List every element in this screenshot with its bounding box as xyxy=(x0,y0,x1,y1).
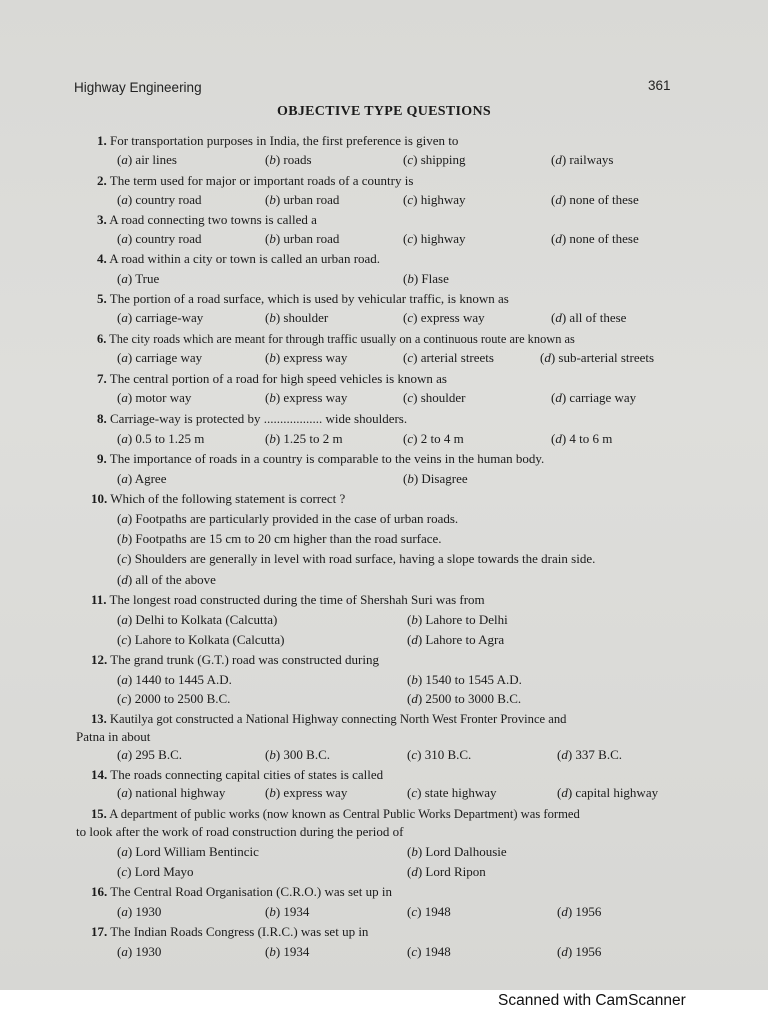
option-7d: (d) carriage way xyxy=(551,390,637,405)
question-1: 1. For transportation purposes in India, the first preference is given to xyxy=(97,133,459,148)
option-10b: (b) Footpaths are 15 cm to 20 cm higher than the road surface. xyxy=(117,531,442,546)
option-11b: (b) Lahore to Delhi xyxy=(407,612,508,627)
page-title: OBJECTIVE TYPE QUESTIONS xyxy=(277,104,491,119)
option-3a: (a) country road xyxy=(117,231,202,246)
option-16b: (b) 1934 xyxy=(265,904,310,919)
option-13c: (c) 310 B.C. xyxy=(407,747,472,762)
option-16a: (a) 1930 xyxy=(117,904,162,919)
option-5b: (b) shoulder xyxy=(265,310,329,325)
question-13-continued: Patna in about xyxy=(76,729,151,744)
option-8a: (a) 0.5 to 1.25 m xyxy=(117,431,205,446)
question-8: 8. Carriage-way is protected by .................. wide shoulders. xyxy=(97,411,408,426)
option-8b: (b) 1.25 to 2 m xyxy=(265,431,343,446)
question-13: 13. Kautilya got constructed a National Highway connecting North West Fronter Province and xyxy=(91,712,567,726)
question-7: 7. The central portion of a road for high speed vehicles is known as xyxy=(97,371,447,386)
option-9b: (b) Disagree xyxy=(403,471,468,486)
option-6a: (a) carriage way xyxy=(117,350,203,365)
option-4a: (a) True xyxy=(117,271,160,286)
option-5d: (d) all of these xyxy=(551,310,627,325)
question-9: 9. The importance of roads in a country is comparable to the veins in the human body. xyxy=(97,451,545,466)
option-14b: (b) express way xyxy=(265,785,348,800)
option-7a: (a) motor way xyxy=(117,390,192,405)
option-11c: (c) Lahore to Kolkata (Calcutta) xyxy=(117,632,285,647)
question-12: 12. The grand trunk (G.T.) road was constructed during xyxy=(91,652,379,667)
question-5: 5. The portion of a road surface, which is used by vehicular traffic, is known as xyxy=(97,291,509,306)
option-1c: (c) shipping xyxy=(403,152,466,167)
option-11a: (a) Delhi to Kolkata (Calcutta) xyxy=(117,612,278,627)
option-6c: (c) arterial streets xyxy=(403,350,494,365)
question-14: 14. The roads connecting capital cities of states is called xyxy=(91,767,384,782)
page-number: 361 xyxy=(648,78,671,93)
scanner-watermark: Scanned with CamScanner xyxy=(498,992,686,1009)
option-13d: (d) 337 B.C. xyxy=(557,747,623,762)
option-13b: (b) 300 B.C. xyxy=(265,747,331,762)
question-15-continued: to look after the work of road construction during the period of xyxy=(76,824,404,839)
option-13a: (a) 295 B.C. xyxy=(117,747,183,762)
option-15b: (b) Lord Dalhousie xyxy=(407,844,507,859)
option-2d: (d) none of these xyxy=(551,192,639,207)
question-10: 10. Which of the following statement is correct ? xyxy=(91,491,346,506)
option-17a: (a) 1930 xyxy=(117,944,162,959)
option-2b: (b) urban road xyxy=(265,192,340,207)
option-15c: (c) Lord Mayo xyxy=(117,864,194,879)
question-2: 2. The term used for major or important roads of a country is xyxy=(97,173,414,188)
question-11: 11. The longest road constructed during the time of Shershah Suri was from xyxy=(91,592,485,607)
option-1a: (a) air lines xyxy=(117,152,177,167)
option-15d: (d) Lord Ripon xyxy=(407,864,486,879)
question-3: 3. A road connecting two towns is called a xyxy=(97,212,317,227)
option-1d: (d) railways xyxy=(551,152,614,167)
option-14a: (a) national highway xyxy=(117,785,226,800)
option-1b: (b) roads xyxy=(265,152,312,167)
question-17: 17. The Indian Roads Congress (I.R.C.) was set up in xyxy=(91,924,369,939)
option-9a: (a) Agree xyxy=(117,471,167,486)
option-6d: (d) sub-arterial streets xyxy=(540,350,655,365)
option-14d: (d) capital highway xyxy=(557,785,659,800)
option-7c: (c) shoulder xyxy=(403,390,466,405)
option-12b: (b) 1540 to 1545 A.D. xyxy=(407,672,522,687)
option-8d: (d) 4 to 6 m xyxy=(551,431,613,446)
option-16c: (c) 1948 xyxy=(407,904,451,919)
option-17b: (b) 1934 xyxy=(265,944,310,959)
option-8c: (c) 2 to 4 m xyxy=(403,431,464,446)
option-14c: (c) state highway xyxy=(407,785,497,800)
option-3d: (d) none of these xyxy=(551,231,639,246)
option-12c: (c) 2000 to 2500 B.C. xyxy=(117,691,231,706)
option-17d: (d) 1956 xyxy=(557,944,602,959)
question-4: 4. A road within a city or town is called an urban road. xyxy=(97,251,381,266)
option-3b: (b) urban road xyxy=(265,231,340,246)
option-7b: (b) express way xyxy=(265,390,348,405)
question-15: 15. A department of public works (now known as Central Public Works Department) was formed xyxy=(91,807,580,821)
option-5c: (c) express way xyxy=(403,310,485,325)
running-header: Highway Engineering xyxy=(74,80,202,95)
question-6: 6. The city roads which are meant for through traffic usually on a continuous route are known as xyxy=(97,332,575,346)
option-10d: (d) all of the above xyxy=(117,572,216,587)
option-6b: (b) express way xyxy=(265,350,348,365)
option-3c: (c) highway xyxy=(403,231,466,246)
option-17c: (c) 1948 xyxy=(407,944,451,959)
option-12a: (a) 1440 to 1445 A.D. xyxy=(117,672,232,687)
option-11d: (d) Lahore to Agra xyxy=(407,632,505,647)
option-2a: (a) country road xyxy=(117,192,202,207)
option-12d: (d) 2500 to 3000 B.C. xyxy=(407,691,522,706)
option-2c: (c) highway xyxy=(403,192,466,207)
option-5a: (a) carriage-way xyxy=(117,310,204,325)
option-10a: (a) Footpaths are particularly provided in the case of urban roads. xyxy=(117,511,459,526)
option-4b: (b) Flase xyxy=(403,271,449,286)
option-16d: (d) 1956 xyxy=(557,904,602,919)
option-10c: (c) Shoulders are generally in level with road surface, having a slope towards the drain side. xyxy=(117,551,596,566)
option-15a: (a) Lord William Bentincic xyxy=(117,844,259,859)
question-16: 16. The Central Road Organisation (C.R.O.) was set up in xyxy=(91,884,393,899)
